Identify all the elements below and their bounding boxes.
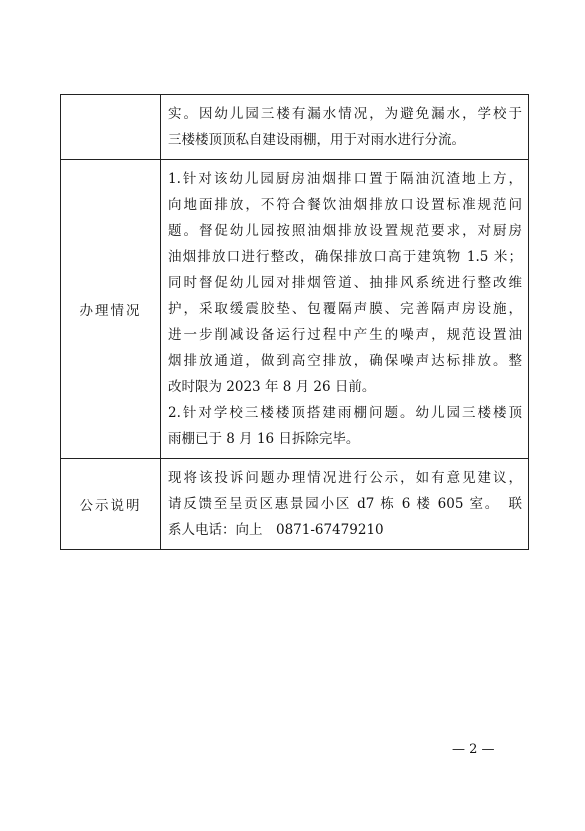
- table-row-public-notice: [61, 459, 529, 550]
- row-content-continuation: [161, 95, 529, 160]
- content-line: 进一步削减设备运行过程中产生的噪声，规范设置油: [168, 327, 522, 343]
- content-line: 实。因幼儿园三楼有漏水情况，为避免漏水，学校于: [168, 106, 522, 122]
- table-row-handling-status: [61, 160, 529, 459]
- content-line: 现将该投诉问题办理情况进行公示，如有意见建议，: [168, 470, 522, 486]
- content-line: 改时限为 2023 年 8 月 26 日前。: [168, 379, 376, 395]
- row-content-public-notice: [161, 459, 529, 550]
- content-line: 油烟排放口进行整改，确保排放口高于建筑物 1.5 米；: [168, 249, 522, 265]
- content-line: 请反馈至呈贡区惠景园小区 d7 栋 6 楼 605 室。 联: [168, 496, 522, 512]
- content-line: 1.针对该幼儿园厨房油烟排口置于隔油沉渣地上方，: [168, 171, 522, 187]
- content-line: 雨棚已于 8 月 16 日拆除完毕。: [168, 431, 360, 447]
- complaint-table: [60, 94, 529, 550]
- content-line: 烟排放通道，做到高空排放，确保噪声达标排放。整: [168, 353, 522, 369]
- content-line: 向地面排放，不符合餐饮油烟排放口设置标准规范问: [168, 197, 522, 213]
- content-line: 护，采取缓震胶垫、包覆隔声膜、完善隔声房设施，: [168, 301, 522, 317]
- content-line: 同时督促幼儿园对排烟管道、抽排风系统进行整改维: [168, 275, 522, 291]
- row-label-handling-status: 办理情况: [61, 160, 161, 459]
- row-label-public-notice: 公示说明: [61, 459, 161, 550]
- content-line: 2.针对学校三楼楼顶搭建雨棚问题。幼儿园三楼楼顶: [168, 405, 522, 421]
- content-line: 题。督促幼儿园按照油烟排放设置规范要求，对厨房: [168, 223, 522, 239]
- content-line: 系人电话：向上 0871-67479210: [168, 522, 384, 538]
- page-number: — 2 —: [452, 742, 495, 757]
- table-row-continuation: [61, 95, 529, 160]
- row-content-handling-status: [161, 160, 529, 459]
- content-line: 三楼楼顶顶私自建设雨棚，用于对雨水进行分流。: [168, 132, 465, 148]
- row-label-empty: [61, 95, 161, 160]
